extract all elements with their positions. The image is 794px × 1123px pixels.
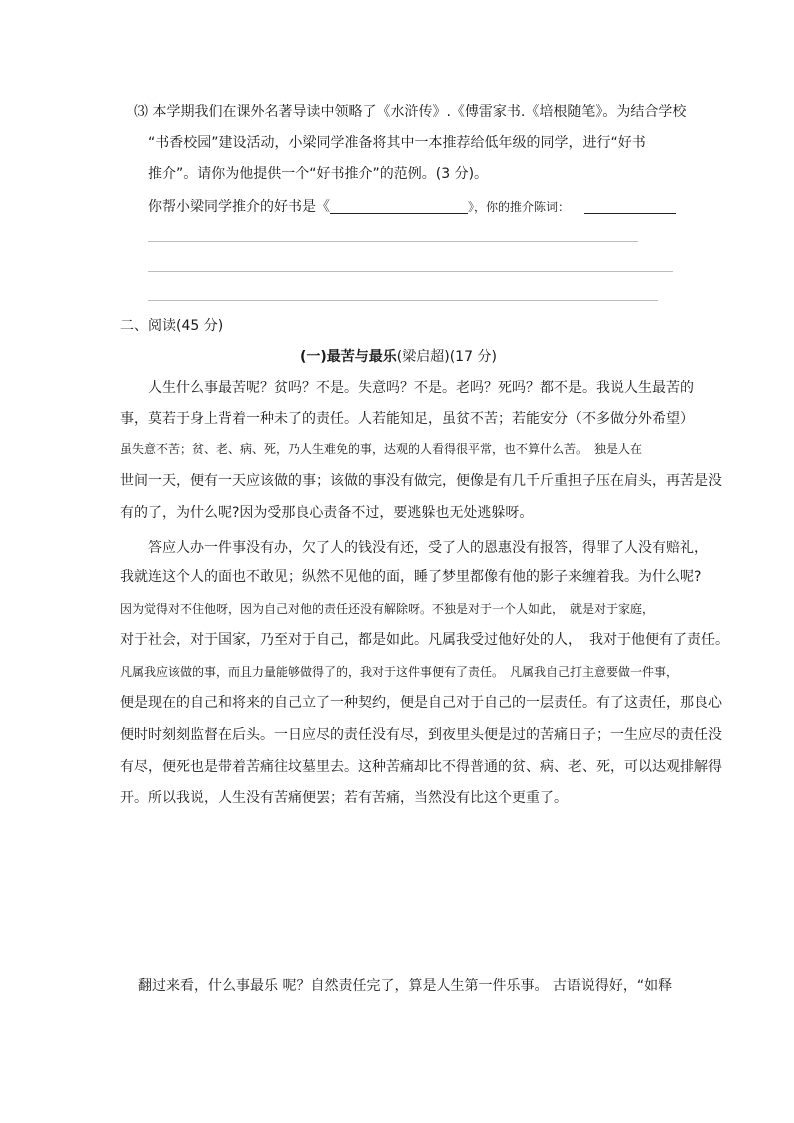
book-title-blank[interactable] <box>330 199 468 214</box>
q3-line-1: ⑶ 本学期我们在课外名著导读中领略了《水浒传》.《傅雷家书.《培根随笔》。为结合学校 <box>134 104 687 120</box>
passage-title <box>300 347 497 367</box>
recommendation-blank[interactable] <box>584 199 676 214</box>
p1-line-4: 世间一天，便有一天应该做的事；该做的事没有做完，便像是有几千斤重担子压在肩头，再苦是没 <box>120 473 722 489</box>
passage-title-author: (梁启超)(17 分) <box>396 349 497 365</box>
answer-line-3[interactable] <box>148 300 658 301</box>
p2-line-8: 有尽，便死也是带着苦痛往坟墓里去。这种苦痛却比不得普通的贫、病、老、死，可以达观排解得 <box>120 759 722 775</box>
q3-fill-line <box>148 197 676 217</box>
p3-line-1: 翻过来看，什么事最乐 呢？自然责任完了，算是人生第一件乐事。 古语说得好，“如释 <box>138 978 673 994</box>
p1-line-1: 人生什么事最苦呢？贫吗？不是。失意吗？不是。老吗？死吗？都不是。我说人生最苦的 <box>148 380 694 396</box>
p1-line-5: 有的了，为什么呢?因为受那良心责备不过，要逃躲也无处逃躲呀。 <box>120 505 534 521</box>
q3-line-2: “书香校园”建设活动，小梁同学准备将其中一本推荐给低年级的同学，进行“好书 <box>148 135 646 151</box>
p2-line-2: 我就连这个人的面也不敢见；纵然不见他的面，睡了梦里都像有他的影子来缠着我。为什么呢? <box>120 569 702 585</box>
p2-line-7: 便时时刻刻监督在后头。一日应尽的责任没有尽，到夜里头便是过的苦痛日子；一生应尽的责任没 <box>120 727 722 743</box>
passage-title-main: (一)最苦与最乐 <box>300 349 397 365</box>
answer-line-1[interactable] <box>148 241 638 242</box>
p2-line-5: 凡属我应该做的事，而且力量能够做得了的，我对于这件事便有了责任。 凡属我自己打主意要做一件事， <box>120 665 679 679</box>
p1-line-2: 事，莫若于身上背着一种未了的责任。人若能知足，虽贫不苦；若能安分（不多做分外希望） <box>120 411 694 427</box>
p2-line-1: 答应人办一件事没有办，欠了人的钱没有还，受了人的恩惠没有报答，得罪了人没有赔礼， <box>148 540 708 556</box>
p2-line-3: 因为觉得对不住他呀，因为自己对他的责任还没有解除呀。不独是对于一个人如此， 就是对于家庭， <box>120 602 655 616</box>
fill-middle: 》，你的推介陈词： <box>468 200 571 214</box>
p2-line-6: 便是现在的自己和将来的自己立了一种契约，便是自己对于自己的一层责任。有了这责任，那良心 <box>120 695 722 711</box>
fill-prefix: 你帮小梁同学推介的好书是《 <box>148 199 330 215</box>
section-heading: 二、阅读(45 分) <box>120 318 224 334</box>
q3-line-3: 推介”。请你为他提供一个“好书推介”的范例。(3 分)。 <box>148 166 489 182</box>
p2-line-4: 对于社会，对于国家，乃至对于自己，都是如此。凡属我受过他好处的人， 我对于他便有了责任。 <box>120 632 729 648</box>
p1-line-3: 虽失意不苦；贫、老、病、死，乃人生难免的事，达观的人看得很平常，也不算什么苦。 独是人在 <box>120 442 643 456</box>
answer-line-2[interactable] <box>148 271 673 272</box>
p2-line-9: 开。所以我说，人生没有苦痛便罢；若有苦痛，当然没有比这个更重了。 <box>120 790 568 806</box>
